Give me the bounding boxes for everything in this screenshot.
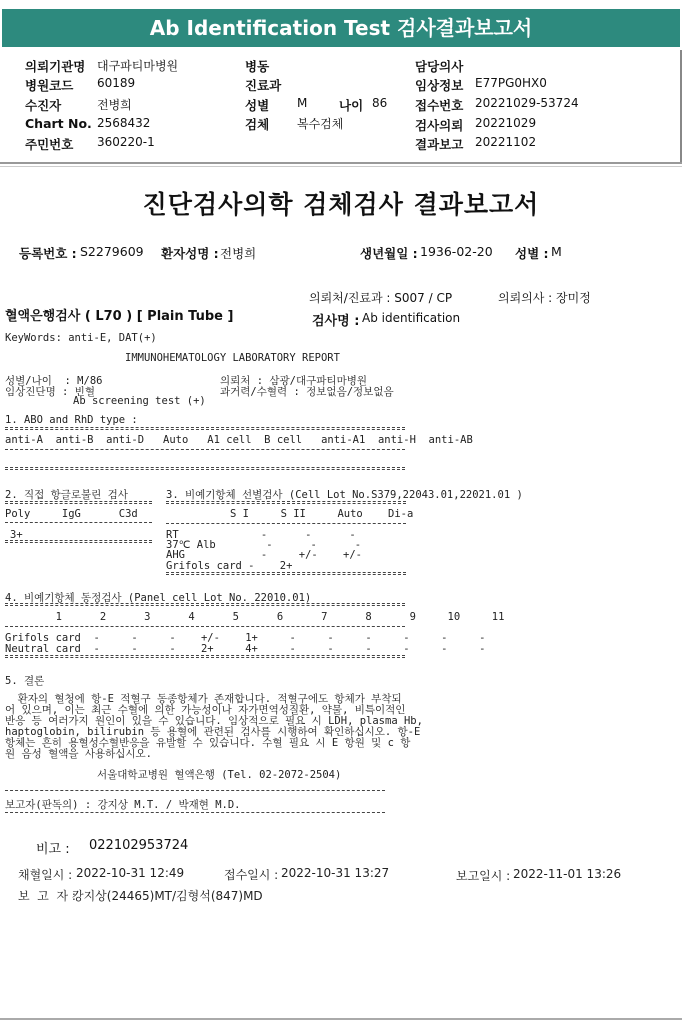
info-label: 병동 bbox=[245, 59, 270, 74]
divider bbox=[5, 655, 405, 658]
info-value: E77PG0HX0 bbox=[475, 76, 547, 90]
reporter2-label: 보 고 자 : bbox=[18, 889, 76, 903]
divider bbox=[166, 523, 406, 524]
report-value: 2022-11-01 13:26 bbox=[513, 867, 622, 881]
screen-row: Grifols card - 2+ bbox=[166, 560, 293, 572]
divider bbox=[5, 427, 405, 430]
info-value: 대구파티마병원 bbox=[97, 59, 179, 73]
info-label: 주민번호 bbox=[25, 137, 74, 152]
diagnosis: 임상진단명 : 빈혈 bbox=[5, 386, 95, 398]
exam-name: 혈액은행검사 ( L70 ) [ Plain Tube ] bbox=[5, 309, 234, 324]
blood-bank: 서울대학교병원 혈액은행 (Tel. 02-2072-2504) bbox=[97, 769, 342, 781]
info-value: 86 bbox=[372, 96, 388, 110]
section-2-title: 2. 직접 항글로불린 검사 bbox=[5, 489, 128, 501]
reporter2-value: 강지상(24465)MT/김형석(847)MD bbox=[72, 889, 263, 903]
receive-value: 2022-10-31 13:27 bbox=[281, 866, 390, 880]
screen-row: RT - - - bbox=[166, 529, 356, 541]
screen-row: AHG - +/- +/- bbox=[166, 549, 362, 561]
info-value: 20221029-53724 bbox=[475, 96, 579, 110]
info-label: 나이 bbox=[339, 98, 364, 113]
conclusion-line: 항체는 흔히 용혈성수혈반응을 유발할 수 있습니다. 수혈 필요 시 E 항원 및 c 항 bbox=[5, 737, 411, 749]
section-4-title: 4. 비예기항체 동정검사 (Panel cell Lot No. 22010.01) bbox=[5, 592, 312, 604]
info-label: 병원코드 bbox=[25, 78, 74, 93]
divider bbox=[0, 166, 682, 167]
info-label: 임상정보 bbox=[415, 78, 464, 93]
dob: 1936-02-20 bbox=[420, 244, 493, 259]
doctor: 의뢰의사 : 장미정 bbox=[498, 291, 591, 305]
report-label: 보고일시 : bbox=[456, 869, 511, 883]
info-label: 의뢰기관명 bbox=[25, 59, 86, 74]
info-value: 2568432 bbox=[97, 116, 151, 130]
lab-title: IMMUNOHEMATOLOGY LABORATORY REPORT bbox=[125, 352, 340, 364]
collect-value: 2022-10-31 12:49 bbox=[76, 866, 185, 880]
divider bbox=[5, 467, 405, 470]
info-label: 접수번호 bbox=[415, 98, 464, 113]
reporter: 보고자(판독의) : 강지상 M.T. / 박재현 M.D. bbox=[5, 799, 241, 811]
remark-label: 비고 : bbox=[36, 842, 70, 857]
remark-value: 022102953724 bbox=[89, 838, 189, 853]
info-value: 360220-1 bbox=[97, 135, 155, 149]
conclusion-line: 어 있으며, 이는 최근 수혈에 의한 가능성이나 자가면역성질환, 약물, 비특이적인 bbox=[5, 704, 406, 716]
panel-row: Grifols card - - - +/- 1+ - - - - - - bbox=[5, 632, 486, 644]
conclusion-line: 환자의 혈청에 항-E 적혈구 동종항체가 존재합니다. 적혈구에도 항체가 부착되 bbox=[5, 693, 402, 705]
divider bbox=[166, 501, 406, 504]
info-value: 복수검체 bbox=[297, 117, 344, 131]
screening: Ab screening test (+) bbox=[73, 395, 206, 407]
section-1-title: 1. ABO and RhD type : bbox=[5, 414, 138, 426]
exam-value: Ab identification bbox=[362, 311, 461, 325]
dat-columns: Poly IgG C3d bbox=[5, 508, 138, 520]
conclusion-line: 반응 등 여러가지 원인이 있을 수 있습니다. 임상적으로 필요 시 LDH, plasma Hb, bbox=[5, 715, 423, 727]
divider bbox=[5, 626, 405, 627]
keywords: KeyWords: anti-E, DAT(+) bbox=[5, 332, 157, 344]
section-5-title: 5. 결론 bbox=[5, 675, 45, 687]
info-label: 검체 bbox=[245, 117, 270, 132]
info-label: 검사의뢰 bbox=[415, 118, 464, 133]
sex: M bbox=[551, 244, 562, 259]
banner-title: Ab Identification Test 검사결과보고서 bbox=[149, 16, 533, 40]
reg-no-label: 등록번호 : bbox=[19, 246, 77, 261]
receive-label: 접수일시 : bbox=[224, 868, 279, 882]
banner bbox=[0, 0, 682, 50]
panel-row: Neutral card - - - 2+ 4+ - - - - - - bbox=[5, 643, 486, 655]
section-3-title: 3. 비예기항체 선별검사 (Cell Lot No.S379,22043.01,22021.01 ) bbox=[166, 489, 523, 501]
info-value: 20221102 bbox=[475, 135, 537, 149]
info-label: Chart No. bbox=[25, 116, 92, 131]
dept: 의뢰처/진료과 : S007 / CP bbox=[309, 291, 453, 305]
info-value: 60189 bbox=[97, 76, 136, 90]
info-value: 20221029 bbox=[475, 116, 537, 130]
info-label: 성별 bbox=[245, 98, 270, 113]
info-label: 결과보고 bbox=[415, 137, 464, 152]
divider bbox=[5, 540, 152, 543]
divider bbox=[5, 449, 405, 450]
divider bbox=[5, 522, 152, 523]
patient-label: 환자성명 : bbox=[161, 246, 219, 261]
divider bbox=[166, 572, 406, 575]
info-label: 담당의사 bbox=[415, 59, 464, 74]
conclusion-line: 원 음성 혈액을 사용하십시오. bbox=[5, 748, 153, 760]
divider bbox=[5, 603, 405, 606]
reg-no: S2279609 bbox=[80, 244, 144, 259]
history: 과거력/수혈력 : 정보없음/정보없음 bbox=[220, 386, 394, 398]
divider bbox=[0, 162, 682, 164]
info-label: 수진자 bbox=[25, 98, 62, 113]
abo-columns: anti-A anti-B anti-D Auto A1 cell B cell anti-A1 anti-H anti-AB bbox=[5, 434, 473, 446]
info-label: 진료과 bbox=[245, 78, 282, 93]
screen-columns: S I S II Auto Di-a bbox=[230, 508, 414, 520]
sex-label: 성별 : bbox=[515, 246, 549, 261]
info-value: M bbox=[297, 96, 308, 110]
divider bbox=[5, 501, 152, 504]
divider bbox=[0, 1018, 682, 1020]
panel-columns: 1 2 3 4 5 6 7 8 9 10 11 bbox=[5, 611, 505, 623]
conclusion-line: haptoglobin, bilirubin 등 용혈에 관련된 검사를 시행하여 확인하십시오. 항-E bbox=[5, 726, 421, 738]
sex-age: 성별/나이 : M/86 bbox=[5, 375, 103, 387]
referrer: 의뢰처 : 삼광/대구파티마병원 bbox=[220, 375, 368, 387]
report-title: 진단검사의학 검체검사 결과보고서 bbox=[142, 190, 540, 219]
divider bbox=[5, 790, 385, 791]
screen-row: 37℃ Alb - - - bbox=[166, 539, 362, 551]
info-value: 전병희 bbox=[97, 98, 132, 112]
divider bbox=[5, 812, 385, 813]
patient-name: 전병희 bbox=[220, 246, 257, 261]
exam-label: 검사명 : bbox=[312, 314, 360, 329]
dob-label: 생년월일 : bbox=[360, 246, 418, 261]
collect-label: 채혈일시 : bbox=[18, 868, 73, 882]
dat-result: 3+ bbox=[10, 529, 23, 541]
